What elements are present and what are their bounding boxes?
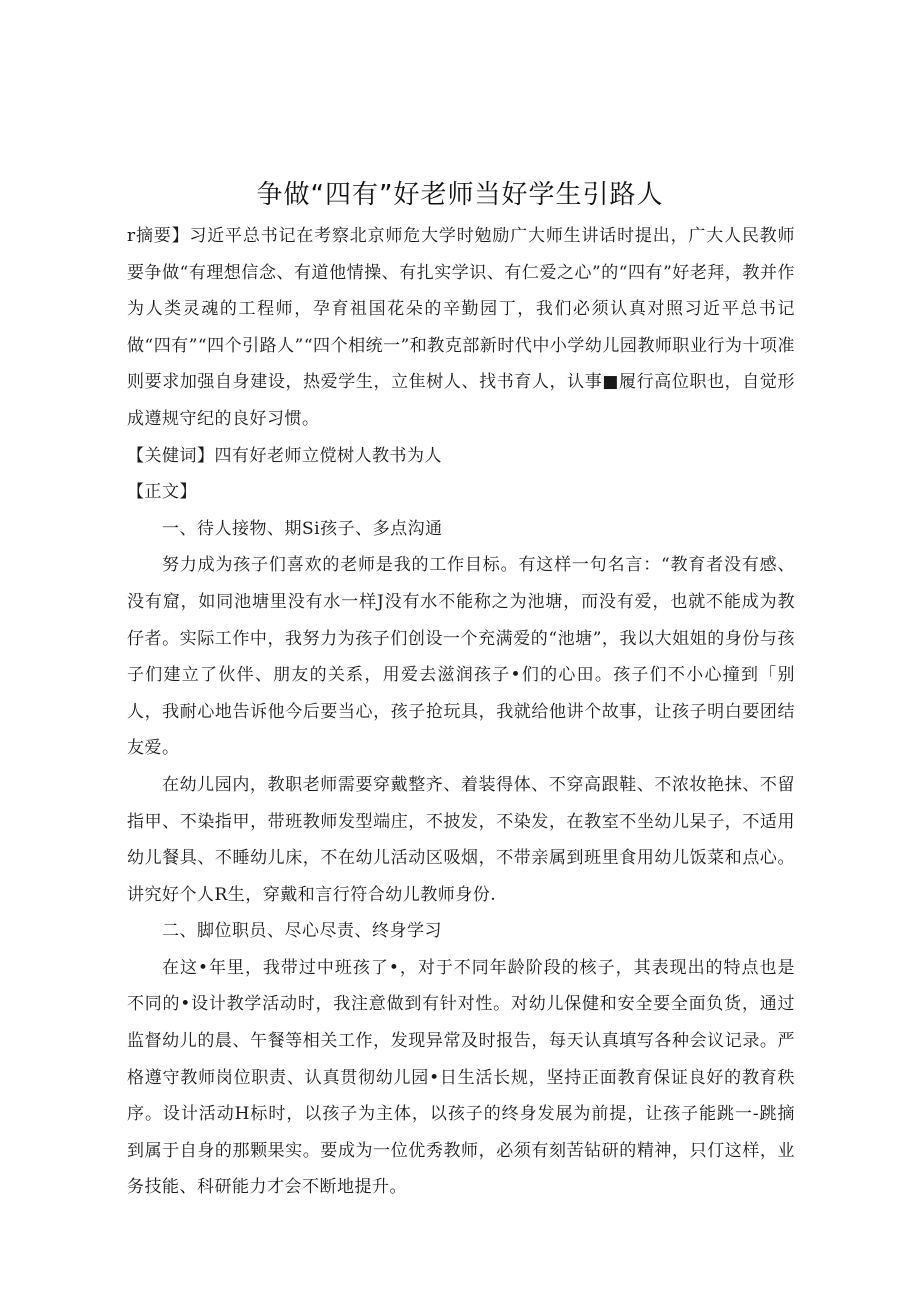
section2-heading: 二、脚位职员、尽心尽责、终身学习 <box>162 921 442 942</box>
section1-paragraph-1: 努力成为孩子们喜欢的老师是我的工作目标。有这样一句名言：“教育者没有感、没有窟，如同池塘里没有水一样J没有水不能称之为池塘，而没有爱，也就不能成为教仔者。实际工作中，我努力为孩子们创设一个充满爱的“池塘”，我以大姐姐的身份与孩子们建立了伙伴、朋友的关系，用爱去滋润孩子•们的心田。孩子们不小心撞到「别人，我耐心地告诉他今后要当心，孩子抢玩具，我就给他讲个故事，让孩子明白要团结友爱。 <box>127 555 795 759</box>
document-title: 争做“四有”好老师当好学生引路人 <box>256 180 664 210</box>
section1-heading: 一、待人接物、期Si孩子、多点沟通 <box>162 518 443 539</box>
keywords-line: 【关健词】四有好老师立傥树人教书为人 <box>127 445 442 466</box>
section1-paragraph-2: 在幼儿园内，教职老师需要穿戴整齐、着装得体、不穿高跟鞋、不浓妆艳抹、不留指甲、不染指甲，带班教师发型端庄，不披发，不染发，在教室不坐幼儿杲子，不适用幼儿餐具、不睡幼儿床，不在幼儿活动区吸烟，不带亲属到班里食用幼儿饭菜和点心。讲究好个人R生，穿戴和言行符合幼儿教师身份. <box>127 774 795 905</box>
body-label: 【正文】 <box>127 482 197 503</box>
abstract-paragraph: r摘要】习近平总书记在考察北京师危大学时勉励广大师生讲话时提出，广大人民教师要争做“有理想信念、有道他情操、有扎实学识、有仁爱之心”的“四有”好老拜，教并作为人类灵魂的工程师，孕育祖国花朵的辛勤园丁，我们必须认真对照习近平总书记做“四有”“四个引路人”“四个相统一”和教克部新时代中小学幼儿园教师职业行为十项准则要求加强自身建设，热爱学生，立隹树人、找书育人，认事■履行高位职也，自觉形成遵规守纪的良好习惯。 <box>127 226 795 429</box>
document-body <box>127 218 795 1206</box>
section2-paragraph-1: 在这•年里，我带过中班孩了•，对于不同年龄阶段的核子，其表现出的特点也是不同的•设计教学活动时，我注意做到有针对性。对幼儿保健和安全要全面负货，通过监督幼儿的晨、午餐等相关工作，发现异常及时报告，每天认真填写各种会议记录。严格遵守教师岗位职责、认真贯彻幼儿园•日生活长规，坚持正面教育保证良好的教育秩序。设计活动H标时，以孩子为主体，以孩子的终身发展为前提，让孩子能跳一-跳摘到属于自身的那颗果实。要成为一位优秀教师，必须有刻苦钻研的精神，只仃这样，业务技能、科研能力才会不断地提升。 <box>127 957 795 1198</box>
